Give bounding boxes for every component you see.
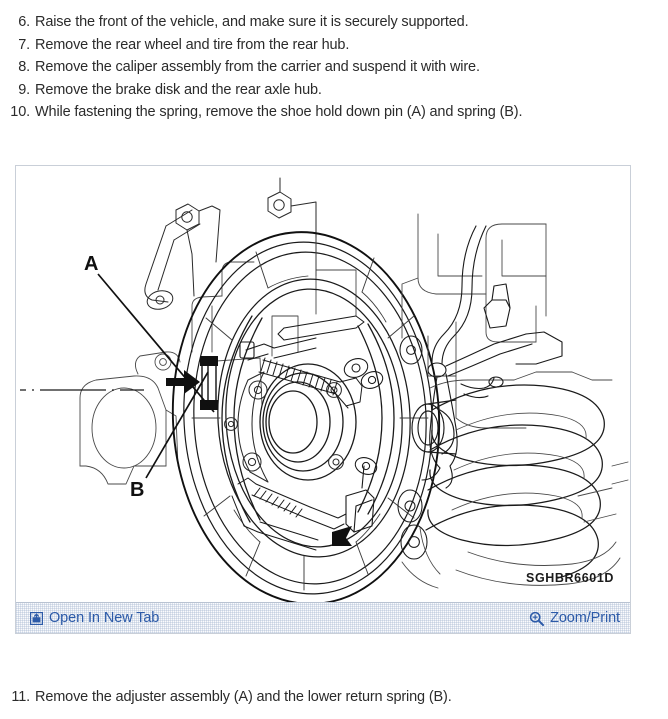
- magnifier-plus-icon: [529, 611, 544, 626]
- callout-label-b: B: [130, 479, 145, 501]
- open-in-new-tab-icon: [30, 612, 43, 625]
- figure-toolbar: [16, 602, 630, 633]
- open-in-new-tab-button[interactable]: [30, 610, 159, 626]
- step-text: Remove the rear wheel and tire from the rear hub.: [35, 36, 350, 53]
- instruction-step: [0, 57, 668, 79]
- instruction-steps-top: [0, 0, 668, 124]
- open-in-new-tab-label: Open In New Tab: [49, 610, 160, 626]
- instruction-steps-bottom: [0, 675, 668, 709]
- step-number: 7.: [18, 36, 30, 53]
- figure-frame: [15, 165, 631, 634]
- zoom-print-button[interactable]: [529, 610, 620, 626]
- step-text: Remove the caliper assembly from the carrier and suspend it with wire.: [35, 59, 480, 75]
- step-text: Raise the front of the vehicle, and make sure it is securely supported.: [35, 14, 469, 30]
- figure-code: SGHBR6601D: [526, 571, 614, 585]
- step-number: 10.: [10, 104, 30, 120]
- brake-assembly-drawing: [16, 166, 630, 602]
- instruction-step: [0, 687, 668, 709]
- step-text: Remove the brake disk and the rear axle hub.: [35, 81, 322, 98]
- step-number: 6.: [18, 14, 30, 30]
- step-text: Remove the adjuster assembly (A) and the lower return spring (B).: [35, 689, 452, 705]
- instruction-step: [0, 12, 668, 34]
- step-text: While fastening the spring, remove the shoe hold down pin (A) and spring (B).: [35, 104, 523, 120]
- instruction-step: [0, 35, 668, 57]
- step-number: 9.: [18, 81, 30, 98]
- figure-image[interactable]: [16, 166, 630, 602]
- step-number: 11.: [11, 689, 30, 705]
- instruction-step: [0, 80, 668, 102]
- step-number: 8.: [18, 59, 30, 75]
- instruction-step: [0, 102, 668, 124]
- callout-label-a: A: [84, 253, 99, 275]
- zoom-print-label: Zoom/Print: [550, 610, 620, 626]
